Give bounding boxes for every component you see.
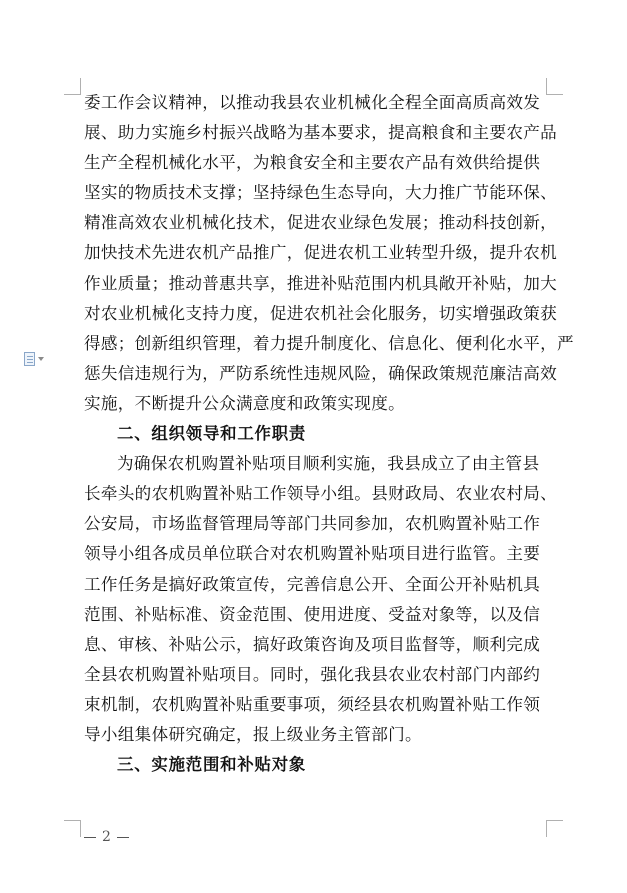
document-icon [24, 352, 35, 366]
paragraph-line: 得感；创新组织管理，着力提升制度化、信息化、便利化水平，严 [84, 333, 574, 353]
page-number-dash-left [84, 837, 96, 838]
page-number-value: 2 [102, 829, 111, 845]
paragraph-line: 全县农机购置补贴项目。同时，强化我县农业农村部门内部约 [84, 664, 541, 684]
page-corner-top-right [546, 78, 563, 95]
paragraph-line: 委工作会议精神，以推动我县农业机械化全程全面高质高效发 [84, 93, 541, 112]
paragraph-line: 实施，不断提升公众满意度和政策实现度。 [84, 393, 405, 413]
chevron-down-icon [38, 357, 44, 361]
page-number [84, 829, 129, 845]
document-body [84, 88, 574, 780]
page-number-dash-right [117, 837, 129, 838]
paragraph-line: 长牵头的农机购置补贴工作领导小组。县财政局、农业农村局、 [84, 484, 558, 504]
paragraph-line: 范围、补贴标准、资金范围、使用进度、受益对象等，以及信 [84, 604, 541, 624]
paragraph-line: 加快技术先进农机产品推广，促进农机工业转型升级，提升农机 [84, 243, 558, 263]
section-heading-organization: 二、组织领导和工作职责 [117, 424, 307, 444]
document-options-button[interactable] [24, 351, 54, 367]
paragraph-line: 领导小组各成员单位联合对农机购置补贴项目进行监管。主要 [84, 544, 541, 564]
paragraph-line: 工作任务是搞好政策宣传，完善信息公开、全面公开补贴机具 [84, 574, 541, 594]
page-corner-top-left [64, 78, 81, 95]
paragraph-line: 息、审核、补贴公示，搞好政策咨询及项目监督等，顺利完成 [84, 634, 541, 654]
paragraph-line: 生产全程机械化水平，为粮食安全和主要农产品有效供给提供 [84, 153, 541, 173]
paragraph-line: 作业质量；推动普惠共享，推进补贴范围内机具敞开补贴，加大 [84, 273, 558, 293]
paragraph-line: 对农业机械化支持力度，促进农机社会化服务，切实增强政策获 [84, 303, 558, 323]
paragraph-line: 导小组集体研究确定，报上级业务主管部门。 [84, 724, 422, 744]
paragraph-line: 展、助力实施乡村振兴战略为基本要求，提高粮食和主要农产品 [84, 123, 558, 143]
paragraph-line: 公安局，市场监督管理局等部门共同参加，农机购置补贴工作 [84, 514, 541, 534]
paragraph-line: 束机制，农机购置补贴重要事项，须经县农机购置补贴工作领 [84, 694, 541, 714]
paragraph-line: 为确保农机购置补贴项目顺利实施，我县成立了由主管县 [117, 454, 540, 474]
paragraph-line: 坚实的物质技术支撑；坚持绿色生态导向，大力推广节能环保、 [84, 183, 558, 203]
paragraph-line: 惩失信违规行为，严防系统性违规风险，确保政策规范廉洁高效 [84, 363, 558, 383]
section-heading-scope: 三、实施范围和补贴对象 [117, 755, 307, 775]
page-corner-bottom-left [64, 820, 81, 837]
page-corner-bottom-right [546, 820, 563, 837]
paragraph-line: 精准高效农业机械化技术，促进农业绿色发展；推动科技创新， [84, 213, 558, 233]
